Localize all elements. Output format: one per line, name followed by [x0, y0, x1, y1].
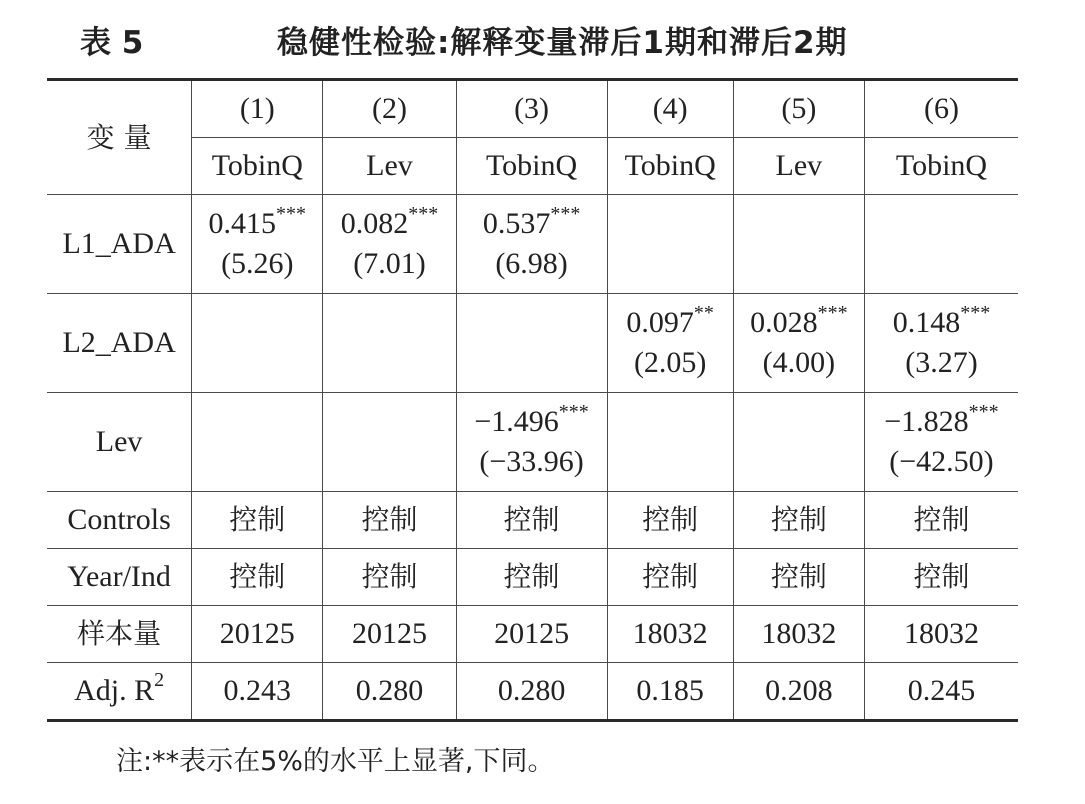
coef-cell: [864, 294, 1018, 393]
coefficient: −1.828: [884, 405, 969, 438]
significance-stars: ***: [960, 302, 991, 324]
coef-cell: [864, 393, 1018, 492]
sample-size-cell: 18032: [607, 606, 733, 663]
coef-cell: [456, 393, 607, 492]
control-cell: 控制: [607, 492, 733, 549]
adj-r2-cell: 0.280: [323, 663, 456, 721]
significance-stars: ***: [276, 203, 307, 225]
table-number: 表 5: [80, 25, 144, 61]
header-row-dependent: [47, 138, 1018, 195]
column-number: (3): [456, 80, 607, 138]
table-note: 注:**表示在5%的水平上显著,下同。: [116, 746, 555, 777]
significance-stars: ***: [968, 401, 999, 423]
control-cell: 控制: [192, 549, 323, 606]
adj-r2-cell: 0.280: [456, 663, 607, 721]
control-cell: 控制: [733, 549, 864, 606]
control-cell: 控制: [456, 549, 607, 606]
coef-cell: [733, 294, 864, 393]
table-caption: [80, 18, 1040, 68]
t-statistic: (7.01): [353, 247, 426, 280]
column-number: (1): [192, 80, 323, 138]
row-label: Lev: [47, 393, 192, 492]
column-number: (4): [607, 80, 733, 138]
table-row-lev: [47, 393, 1018, 492]
empty-cell: [456, 294, 607, 393]
sample-size-cell: 18032: [733, 606, 864, 663]
coefficient: 0.082: [340, 207, 409, 240]
sample-size-cell: 20125: [192, 606, 323, 663]
sample-size-cell: 20125: [323, 606, 456, 663]
table-row-adj-r2: [47, 663, 1018, 721]
row-label: Controls: [47, 492, 192, 549]
adj-r2-cell: 0.245: [864, 663, 1018, 721]
superscript-two: 2: [154, 669, 165, 691]
empty-cell: [323, 294, 456, 393]
control-cell: 控制: [323, 549, 456, 606]
regression-table: [47, 78, 1018, 722]
table-row-year-ind: [47, 549, 1018, 606]
dependent-variable: TobinQ: [456, 138, 607, 195]
dependent-variable: TobinQ: [192, 138, 323, 195]
dependent-variable: TobinQ: [607, 138, 733, 195]
header-row-numbers: [47, 80, 1018, 138]
empty-cell: [864, 195, 1018, 294]
empty-cell: [607, 195, 733, 294]
coefficient: 0.537: [482, 207, 551, 240]
row-label: Year/Ind: [47, 549, 192, 606]
coefficient: 0.415: [208, 207, 277, 240]
significance-stars: **: [693, 302, 714, 324]
coefficient: 0.028: [750, 306, 818, 339]
control-cell: 控制: [864, 492, 1018, 549]
significance-stars: ***: [408, 203, 439, 225]
t-statistic: (5.26): [221, 247, 294, 280]
coef-cell: [323, 195, 456, 294]
sample-size-cell: 20125: [456, 606, 607, 663]
row-label: L1_ADA: [47, 195, 192, 294]
dependent-variable: Lev: [733, 138, 864, 195]
empty-cell: [733, 393, 864, 492]
table-title: 稳健性检验:解释变量滞后1期和滞后2期: [277, 25, 848, 61]
t-statistic: (3.27): [905, 346, 978, 379]
table-row-controls: [47, 492, 1018, 549]
row-label: L2_ADA: [47, 294, 192, 393]
table-row-l1-ada: [47, 195, 1018, 294]
t-statistic: (2.05): [633, 346, 707, 379]
t-statistic: (−33.96): [479, 445, 584, 478]
sample-size-cell: 18032: [864, 606, 1018, 663]
significance-stars: ***: [550, 203, 581, 225]
t-statistic: (4.00): [762, 346, 836, 379]
control-cell: 控制: [607, 549, 733, 606]
empty-cell: [733, 195, 864, 294]
coef-cell: [456, 195, 607, 294]
coefficient: 0.097: [626, 306, 694, 339]
dependent-variable: Lev: [323, 138, 456, 195]
adj-r2-cell: 0.208: [733, 663, 864, 721]
column-number: (2): [323, 80, 456, 138]
t-statistic: (6.98): [495, 247, 568, 280]
control-cell: 控制: [864, 549, 1018, 606]
empty-cell: [607, 393, 733, 492]
coefficient: 0.148: [892, 306, 961, 339]
control-cell: 控制: [323, 492, 456, 549]
empty-cell: [323, 393, 456, 492]
table-row-l2-ada: [47, 294, 1018, 393]
column-number: (5): [733, 80, 864, 138]
row-label: 样本量: [47, 606, 192, 663]
row-label: [47, 663, 192, 721]
adj-r2-cell: 0.243: [192, 663, 323, 721]
empty-cell: [192, 294, 323, 393]
adj-r2-label: Adj. R: [74, 674, 155, 707]
control-cell: 控制: [456, 492, 607, 549]
control-cell: 控制: [733, 492, 864, 549]
adj-r2-cell: 0.185: [607, 663, 733, 721]
coef-cell: [192, 195, 323, 294]
table-row-sample-size: [47, 606, 1018, 663]
variable-header: 变 量: [47, 80, 192, 195]
coef-cell: [607, 294, 733, 393]
coefficient: −1.496: [474, 405, 559, 438]
dependent-variable: TobinQ: [864, 138, 1018, 195]
column-number: (6): [864, 80, 1018, 138]
significance-stars: ***: [558, 401, 589, 423]
significance-stars: ***: [817, 302, 848, 324]
t-statistic: (−42.50): [889, 445, 994, 478]
empty-cell: [192, 393, 323, 492]
control-cell: 控制: [192, 492, 323, 549]
